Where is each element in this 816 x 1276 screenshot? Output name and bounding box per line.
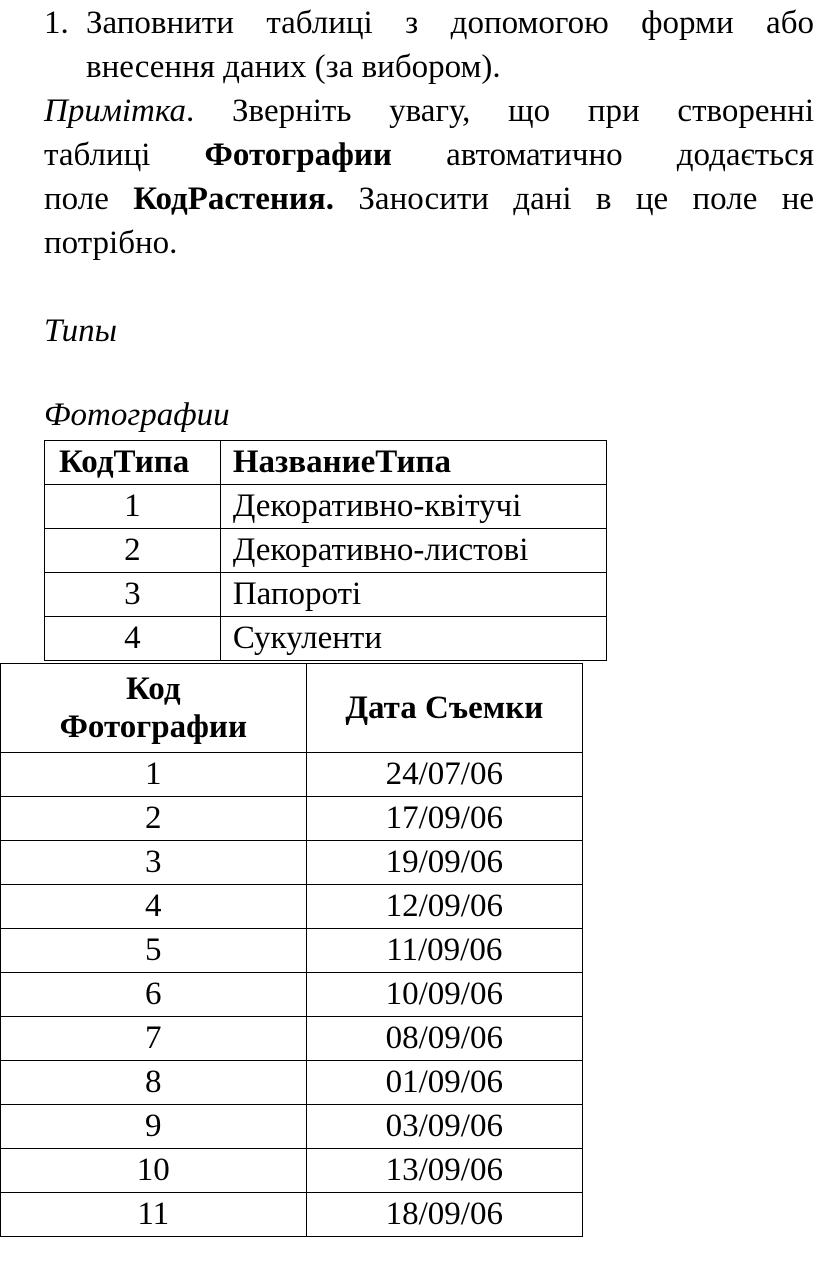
note-line-3-start: поле [44, 181, 134, 217]
types-cell-code: 3 [45, 573, 221, 617]
table-row [45, 617, 607, 661]
table-row [1, 1193, 583, 1237]
photos-header-date: Дата Съемки [306, 664, 582, 753]
heading-photos [44, 394, 814, 436]
note-line-2 [44, 134, 814, 176]
table-row [1, 1149, 583, 1193]
heading-photos-text: Фотографии [44, 397, 230, 433]
instruction-line-2: внесення даних (за вибором). [86, 49, 501, 85]
table-row [45, 485, 607, 529]
note-line-2-end: автоматично додається [391, 137, 814, 173]
photos-cell-date: 18/09/06 [306, 1193, 582, 1237]
photos-cell-code: 8 [1, 1061, 307, 1105]
photos-cell-code: 7 [1, 1017, 307, 1061]
photos-cell-code: 4 [1, 885, 307, 929]
note-label: Примітка [44, 93, 187, 129]
table-row [1, 753, 583, 797]
note-line-4: потрібно. [44, 225, 178, 261]
note-line-1-text: . Зверніть увагу, що при створенні [186, 93, 814, 129]
note-field-name: КодРастения. [133, 181, 335, 217]
heading-types-text: Типы [44, 313, 117, 349]
photos-cell-code: 6 [1, 973, 307, 1017]
types-cell-code: 1 [45, 485, 221, 529]
photos-cell-date: 11/09/06 [306, 929, 582, 973]
note-line-2-start: таблиці [44, 137, 205, 173]
photos-cell-date: 10/09/06 [306, 973, 582, 1017]
photos-cell-date: 24/07/06 [306, 753, 582, 797]
types-table [44, 440, 607, 661]
note-table-name: Фотографии [204, 137, 392, 173]
photos-cell-code: 2 [1, 797, 307, 841]
photos-cell-code: 11 [1, 1193, 307, 1237]
types-cell-code: 2 [45, 529, 221, 573]
note-line-3 [44, 178, 814, 220]
table-row [1, 929, 583, 973]
types-table-header-row [45, 441, 607, 485]
table-row [1, 973, 583, 1017]
photos-cell-code: 5 [1, 929, 307, 973]
types-cell-name: Папороті [220, 573, 606, 617]
table-row [45, 573, 607, 617]
instruction-number: 1. [44, 5, 69, 41]
photos-cell-date: 12/09/06 [306, 885, 582, 929]
types-cell-name: Декоративно-листові [220, 529, 606, 573]
types-header-name: НазваниеТипа [220, 441, 606, 485]
table-row [1, 797, 583, 841]
types-cell-name: Декоративно-квітучі [220, 485, 606, 529]
photos-cell-date: 03/09/06 [306, 1105, 582, 1149]
photos-header-code-line-2: Фотографии [59, 709, 247, 745]
photos-cell-date: 13/09/06 [306, 1149, 582, 1193]
table-row [1, 841, 583, 885]
photos-cell-code: 10 [1, 1149, 307, 1193]
photos-table-header-row [1, 664, 583, 753]
photos-cell-code: 1 [1, 753, 307, 797]
table-row [1, 1061, 583, 1105]
table-row [1, 1105, 583, 1149]
types-header-code: КодТипа [45, 441, 221, 485]
photos-table [0, 663, 583, 1237]
photos-cell-date: 17/09/06 [306, 797, 582, 841]
table-row [45, 529, 607, 573]
table-row [1, 885, 583, 929]
photos-cell-code: 3 [1, 841, 307, 885]
photos-cell-date: 01/09/06 [306, 1061, 582, 1105]
types-cell-code: 4 [45, 617, 221, 661]
heading-types [44, 310, 814, 352]
types-cell-name: Сукуленти [220, 617, 606, 661]
instruction-line-1: Заповнити таблиці з допомогою форми або [86, 5, 814, 41]
note-line-3-end: Заносити дані в це поле не [334, 181, 814, 217]
photos-header-code [1, 664, 307, 753]
photos-cell-date: 08/09/06 [306, 1017, 582, 1061]
photos-header-code-line-1: Код [126, 671, 181, 707]
table-row [1, 1017, 583, 1061]
photos-cell-code: 9 [1, 1105, 307, 1149]
photos-cell-date: 19/09/06 [306, 841, 582, 885]
note-line-1 [44, 90, 814, 132]
